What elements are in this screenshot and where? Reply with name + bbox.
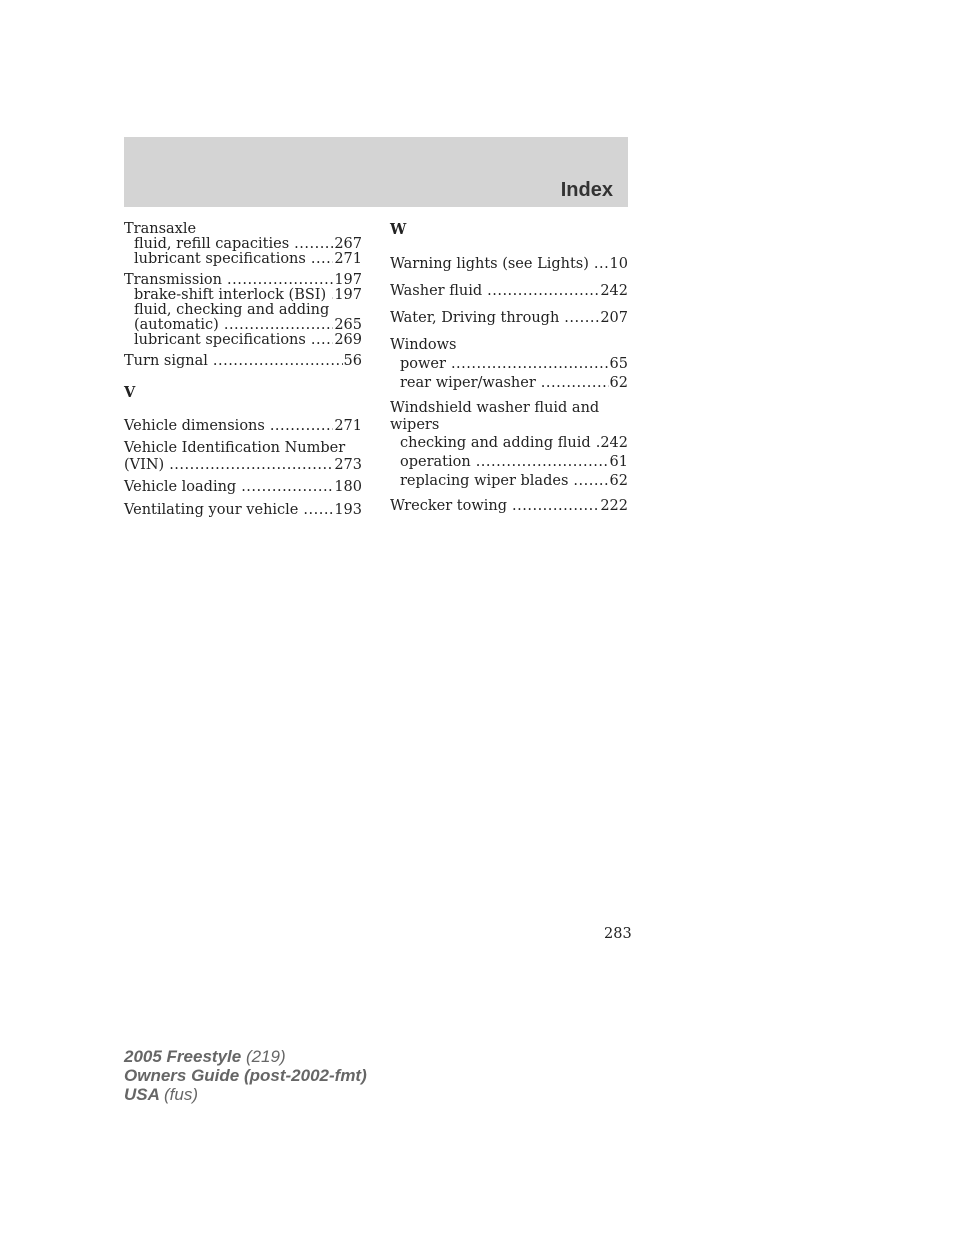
entry-text: fluid, refill capacities: [134, 236, 290, 252]
entry-page: 267: [334, 236, 362, 252]
entry-page: 61: [609, 454, 628, 470]
dot-leader: [451, 357, 609, 372]
index-entry: [390, 257, 628, 272]
index-entry-line: fluid, checking and adding: [134, 302, 330, 318]
entry-page: 56: [343, 353, 362, 369]
entry-text: rear wiper/washer: [400, 375, 536, 391]
index-letter-w: W: [390, 221, 407, 238]
index-column-right: [390, 222, 628, 514]
index-entry: [124, 458, 362, 473]
entry-page: 65: [609, 356, 628, 372]
entry-page: 193: [334, 502, 362, 518]
index-entry: [390, 311, 628, 326]
entry-text: Water, Driving through: [390, 310, 560, 326]
index-entry: [390, 474, 628, 489]
document-footer: [124, 1047, 367, 1104]
index-entry: [124, 252, 362, 267]
dot-leader: [331, 288, 333, 303]
section-title: Index: [560, 179, 613, 201]
entry-page: 265: [334, 317, 362, 333]
entry-text: Vehicle loading: [124, 479, 237, 495]
dot-leader: [169, 458, 333, 473]
dot-leader: [487, 284, 599, 299]
entry-page: 207: [600, 310, 628, 326]
dot-leader: [241, 480, 333, 495]
entry-text: lubricant specifications: [134, 251, 306, 267]
index-entry: [124, 480, 362, 495]
dot-leader: [224, 318, 333, 333]
index-heading-windows: Windows: [390, 337, 457, 353]
footer-line-3: [124, 1085, 367, 1104]
index-entry: [124, 419, 362, 434]
section-header-band: [124, 137, 628, 207]
entry-text: Washer fluid: [390, 283, 483, 299]
index-heading-windshield: Windshield washer fluid and: [390, 400, 600, 416]
index-heading-transaxle: Transaxle: [124, 221, 197, 237]
entry-page: 242: [600, 283, 628, 299]
entry-page: 197: [334, 287, 362, 303]
dot-leader: [594, 257, 609, 272]
entry-text: Vehicle dimensions: [124, 418, 265, 434]
dot-leader: [596, 436, 600, 451]
index-entry: [124, 288, 362, 303]
footer-line-1: [124, 1047, 367, 1066]
index-entry: [124, 318, 362, 333]
index-entry: [390, 284, 628, 299]
dot-leader: [541, 376, 609, 391]
entry-text: Warning lights (see Lights): [390, 256, 589, 272]
page-number: 283: [604, 926, 632, 942]
entry-text: Transmission: [124, 272, 223, 288]
index-entry: [124, 333, 362, 348]
dot-leader: [270, 419, 333, 434]
entry-text: Wrecker towing: [390, 498, 508, 514]
entry-text: operation: [400, 454, 471, 470]
entry-text: brake-shift interlock (BSI): [134, 287, 327, 303]
entry-page: 180: [334, 479, 362, 495]
index-entry: [390, 436, 628, 451]
index-entry: [124, 237, 362, 252]
dot-leader: [564, 311, 599, 326]
entry-page: 197: [334, 272, 362, 288]
footer-market: USA: [124, 1085, 160, 1104]
index-entry: [390, 376, 628, 391]
footer-market-code: (fus): [164, 1085, 198, 1104]
index-column-left: [124, 222, 362, 518]
index-letter-v: V: [124, 384, 136, 401]
index-entry: [390, 499, 628, 514]
entry-page: 62: [609, 375, 628, 391]
entry-text: (VIN): [124, 457, 165, 473]
entry-page: 222: [600, 498, 628, 514]
dot-leader: [573, 474, 608, 489]
index-entry: [390, 455, 628, 470]
entry-text: lubricant specifications: [134, 332, 306, 348]
entry-text: Turn signal: [124, 353, 208, 369]
dot-leader: [303, 503, 333, 518]
footer-line-2: Owners Guide (post-2002-fmt): [124, 1066, 367, 1085]
dot-leader: [311, 252, 333, 267]
entry-page: 271: [334, 418, 362, 434]
index-heading-transmission: [124, 273, 362, 288]
index-entry-line: Vehicle Identification Number: [124, 440, 346, 456]
entry-page: 271: [334, 251, 362, 267]
entry-page: 242: [600, 435, 628, 451]
entry-page: 269: [334, 332, 362, 348]
entry-page: 62: [609, 473, 628, 489]
dot-leader: [512, 499, 599, 514]
entry-text: (automatic): [134, 317, 219, 333]
index-entry: [390, 357, 628, 372]
dot-leader: [213, 354, 343, 369]
footer-model: 2005 Freestyle: [124, 1047, 242, 1066]
index-entry: [124, 354, 362, 369]
entry-text: power: [400, 356, 446, 372]
index-entry: [124, 503, 362, 518]
entry-page: 10: [609, 256, 628, 272]
dot-leader: [294, 237, 333, 252]
entry-text: replacing wiper blades: [400, 473, 569, 489]
index-heading-windshield-cont: wipers: [390, 417, 440, 433]
entry-text: Ventilating your vehicle: [124, 502, 299, 518]
entry-text: checking and adding fluid: [400, 435, 591, 451]
footer-model-code: (219): [245, 1047, 286, 1066]
dot-leader: [311, 333, 333, 348]
entry-page: 273: [334, 457, 362, 473]
dot-leader: [227, 273, 333, 288]
dot-leader: [476, 455, 609, 470]
